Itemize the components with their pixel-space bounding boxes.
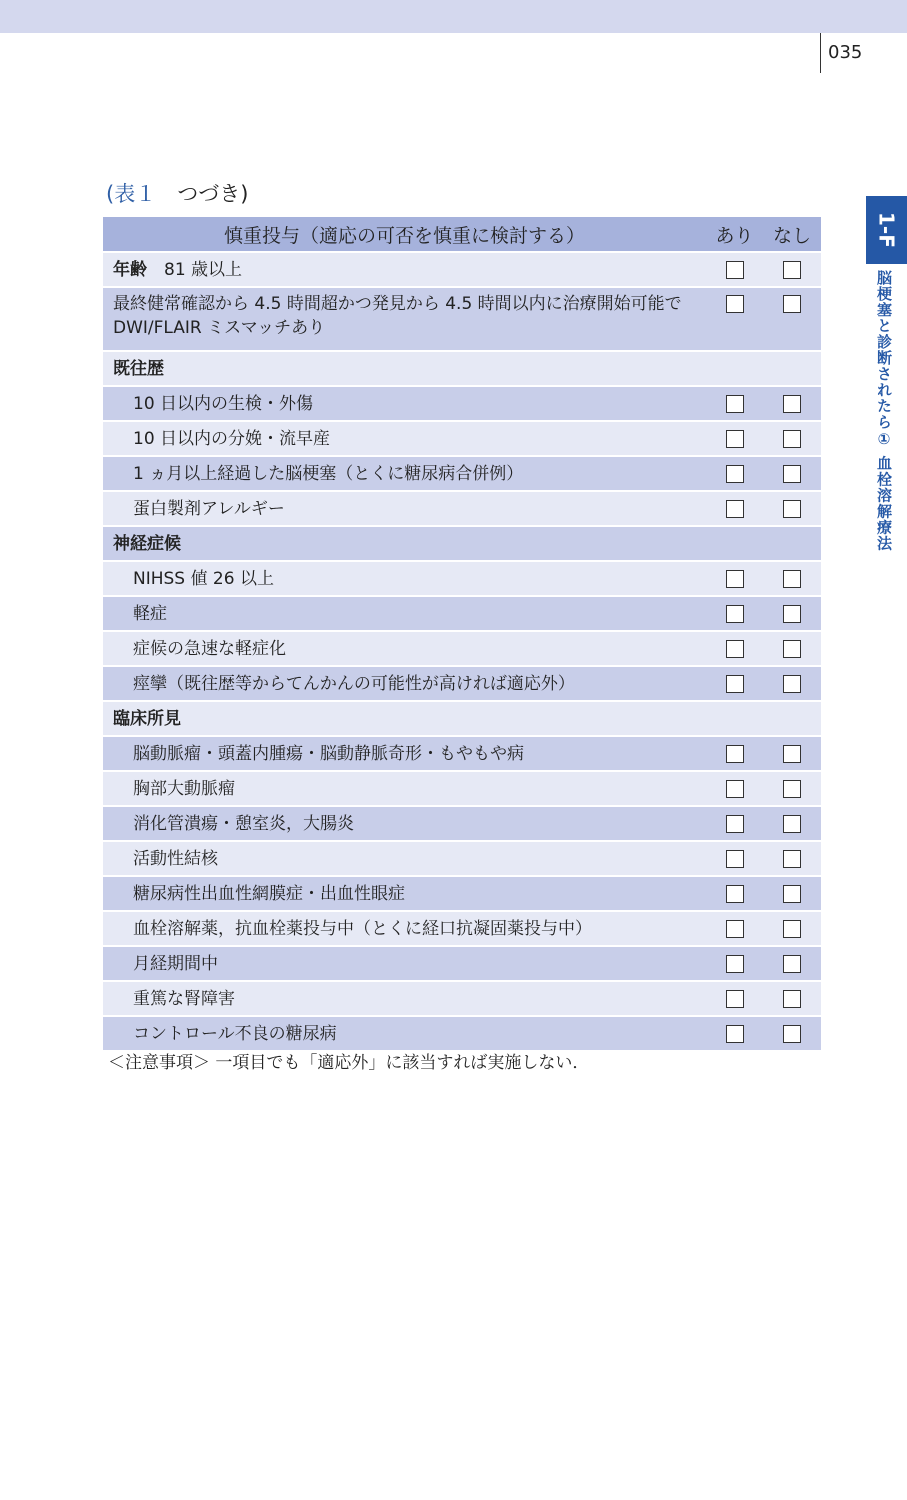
checkbox-no[interactable] [783, 500, 801, 518]
chapter-tab [866, 196, 907, 264]
checkbox-cell-no [763, 981, 821, 1016]
checkbox-cell-yes [706, 252, 763, 287]
checkbox-cell-yes [706, 421, 763, 456]
checkbox-yes[interactable] [726, 295, 744, 313]
criterion-label: 10 日以内の生検・外傷 [103, 386, 706, 421]
table-caption [106, 178, 248, 208]
criterion-label: 1 ヵ月以上経過した脳梗塞（とくに糖尿病合併例） [103, 456, 706, 491]
checkbox-no[interactable] [783, 605, 801, 623]
checkbox-cell-yes [706, 736, 763, 771]
criterion-label: 脳動脈瘤・頭蓋内腫瘍・脳動静脈奇形・もやもや病 [103, 736, 706, 771]
checkbox-cell-no [763, 421, 821, 456]
table-caption-continuation: つづき) [177, 182, 249, 206]
section-row [103, 701, 821, 736]
checkbox-yes[interactable] [726, 780, 744, 798]
checkbox-cell-no [763, 351, 821, 386]
table-row [103, 946, 821, 981]
criterion-label: 血栓溶解薬，抗血栓薬投与中（とくに経口抗凝固薬投与中） [103, 911, 706, 946]
criteria-rows [103, 252, 821, 1051]
table-row [103, 386, 821, 421]
checkbox-cell-yes [706, 876, 763, 911]
checkbox-cell-no [763, 771, 821, 806]
checkbox-no[interactable] [783, 780, 801, 798]
checkbox-cell-yes [706, 1016, 763, 1051]
checkbox-yes[interactable] [726, 430, 744, 448]
section-row [103, 351, 821, 386]
checkbox-no[interactable] [783, 675, 801, 693]
checkbox-cell-yes [706, 911, 763, 946]
table-row [103, 421, 821, 456]
checkbox-yes[interactable] [726, 1025, 744, 1043]
checkbox-yes[interactable] [726, 955, 744, 973]
checkbox-cell-yes [706, 561, 763, 596]
checkbox-no[interactable] [783, 640, 801, 658]
checkbox-cell-no [763, 946, 821, 981]
criterion-label: 10 日以内の分娩・流早産 [103, 421, 706, 456]
checkbox-no[interactable] [783, 295, 801, 313]
header-title: 慎重投与（適応の可否を慎重に検討する） [103, 217, 706, 252]
checkbox-cell-yes [706, 596, 763, 631]
checkbox-cell-yes [706, 631, 763, 666]
checkbox-yes[interactable] [726, 745, 744, 763]
criterion-label: 月経期間中 [103, 946, 706, 981]
section-row [103, 526, 821, 561]
checkbox-yes[interactable] [726, 815, 744, 833]
checkbox-yes[interactable] [726, 465, 744, 483]
header-yes: あり [706, 217, 763, 252]
checkbox-cell-no [763, 841, 821, 876]
checkbox-yes[interactable] [726, 990, 744, 1008]
checkbox-cell-no [763, 596, 821, 631]
page-number: 035 [828, 42, 863, 63]
checkbox-yes[interactable] [726, 570, 744, 588]
table-row [103, 596, 821, 631]
criterion-label: NIHSS 値 26 以上 [103, 561, 706, 596]
checkbox-cell-no [763, 287, 821, 351]
table-row [103, 252, 821, 287]
criterion-label: 最終健常確認から 4.5 時間超かつ発見から 4.5 時間以内に治療開始可能で DWI/FLAIR ミスマッチあり [103, 287, 706, 351]
checkbox-cell-no [763, 736, 821, 771]
table-row [103, 666, 821, 701]
caution-note: ＜注意事項＞ 一項目でも「適応外」に該当すれば実施しない． [108, 1053, 590, 1073]
checkbox-cell-yes [706, 701, 763, 736]
checkbox-cell-no [763, 252, 821, 287]
checkbox-cell-yes [706, 351, 763, 386]
checkbox-no[interactable] [783, 955, 801, 973]
table-row [103, 287, 821, 351]
checkbox-no[interactable] [783, 570, 801, 588]
table-row [103, 911, 821, 946]
checkbox-cell-yes [706, 456, 763, 491]
checkbox-yes[interactable] [726, 920, 744, 938]
checkbox-yes[interactable] [726, 640, 744, 658]
page-number-rule [820, 33, 821, 73]
checkbox-cell-yes [706, 771, 763, 806]
section-label: 臨床所見 [103, 701, 706, 736]
criteria-table [103, 217, 821, 1052]
table-row [103, 736, 821, 771]
table-row [103, 876, 821, 911]
criterion-label: 消化管潰瘍・憩室炎，大腸炎 [103, 806, 706, 841]
checkbox-cell-no [763, 911, 821, 946]
table-row [103, 981, 821, 1016]
checkbox-yes[interactable] [726, 850, 744, 868]
chapter-tab-label: 1-F [874, 212, 899, 248]
table-row [103, 561, 821, 596]
checkbox-cell-no [763, 631, 821, 666]
table-header-row [103, 217, 821, 252]
table-row [103, 806, 821, 841]
table-row [103, 456, 821, 491]
table-row [103, 771, 821, 806]
chapter-title: 脳梗塞と診断されたら① 血栓溶解療法 [875, 270, 893, 552]
criterion-label: 蛋白製剤アレルギー [103, 491, 706, 526]
checkbox-yes[interactable] [726, 675, 744, 693]
checkbox-cell-yes [706, 491, 763, 526]
checkbox-cell-no [763, 701, 821, 736]
checkbox-cell-yes [706, 526, 763, 561]
checkbox-yes[interactable] [726, 885, 744, 903]
criterion-label: 痙攣（既往歴等からてんかんの可能性が高ければ適応外） [103, 666, 706, 701]
criterion-rest: 81 歳以上 [147, 259, 243, 280]
criterion-bold-prefix: 年齢 [113, 259, 147, 280]
table-caption-label: (表１ [106, 182, 157, 206]
checkbox-cell-yes [706, 666, 763, 701]
checkbox-cell-no [763, 491, 821, 526]
checkbox-cell-no [763, 386, 821, 421]
checkbox-cell-no [763, 561, 821, 596]
table-row [103, 841, 821, 876]
checkbox-yes[interactable] [726, 605, 744, 623]
criterion-label: 軽症 [103, 596, 706, 631]
checkbox-cell-no [763, 526, 821, 561]
checkbox-no[interactable] [783, 885, 801, 903]
checkbox-cell-yes [706, 981, 763, 1016]
checkbox-no[interactable] [783, 745, 801, 763]
checkbox-yes[interactable] [726, 395, 744, 413]
criterion-label: 重篤な腎障害 [103, 981, 706, 1016]
criterion-label: コントロール不良の糖尿病 [103, 1016, 706, 1051]
criterion-label: 症候の急速な軽症化 [103, 631, 706, 666]
checkbox-cell-yes [706, 841, 763, 876]
table-row [103, 1016, 821, 1051]
checkbox-cell-no [763, 456, 821, 491]
checkbox-cell-yes [706, 386, 763, 421]
checkbox-cell-no [763, 666, 821, 701]
checkbox-no[interactable] [783, 850, 801, 868]
table-row [103, 631, 821, 666]
checkbox-no[interactable] [783, 395, 801, 413]
checkbox-yes[interactable] [726, 261, 744, 279]
checkbox-cell-no [763, 1016, 821, 1051]
checkbox-no[interactable] [783, 920, 801, 938]
criterion-label [103, 252, 706, 287]
table-row [103, 491, 821, 526]
criterion-label: 糖尿病性出血性網膜症・出血性眼症 [103, 876, 706, 911]
top-band [0, 0, 907, 33]
criterion-label: 胸部大動脈瘤 [103, 771, 706, 806]
section-label: 既往歴 [103, 351, 706, 386]
checkbox-cell-no [763, 806, 821, 841]
checkbox-cell-yes [706, 946, 763, 981]
checkbox-cell-no [763, 876, 821, 911]
header-no: なし [763, 217, 821, 252]
checkbox-no[interactable] [783, 815, 801, 833]
checkbox-no[interactable] [783, 430, 801, 448]
section-label: 神経症候 [103, 526, 706, 561]
checkbox-cell-yes [706, 287, 763, 351]
criterion-label: 活動性結核 [103, 841, 706, 876]
checkbox-no[interactable] [783, 990, 801, 1008]
checkbox-no[interactable] [783, 261, 801, 279]
checkbox-no[interactable] [783, 1025, 801, 1043]
table-caption-gap [156, 182, 177, 206]
checkbox-yes[interactable] [726, 500, 744, 518]
checkbox-no[interactable] [783, 465, 801, 483]
checkbox-cell-yes [706, 806, 763, 841]
